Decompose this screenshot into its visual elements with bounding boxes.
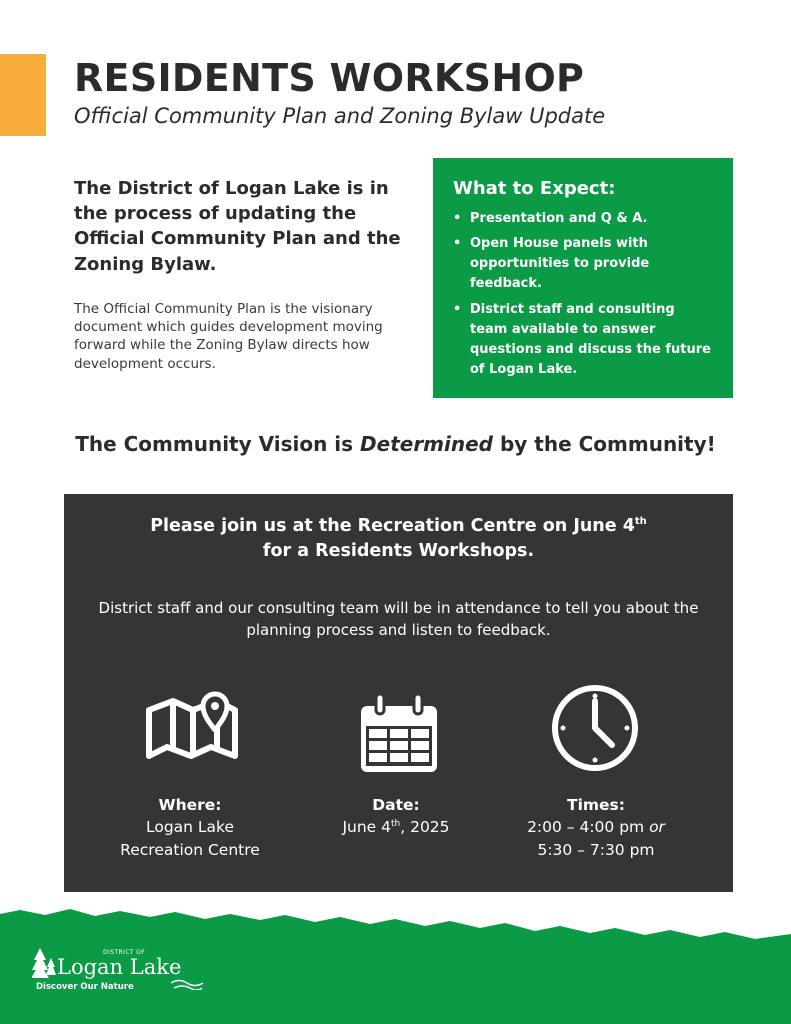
what-to-expect-list (453, 209, 715, 380)
accent-bar (0, 54, 46, 136)
logo-name: Logan Lake (57, 955, 182, 979)
what-to-expect-box (433, 158, 733, 398)
date-year: , 2025 (400, 818, 450, 837)
times-info (494, 794, 698, 861)
where-value-line-2: Recreation Centre (120, 840, 260, 859)
where-value-line-1: Logan Lake (145, 818, 235, 837)
logo-district-text: DISTRICT OF (103, 949, 146, 956)
time-slot-2: 5:30 – 7:30 pm (537, 840, 655, 859)
invitation-superscript: th (634, 516, 647, 528)
date-label: Date: (372, 796, 420, 814)
clock-icon (550, 683, 640, 773)
vision-before: The Community Vision is (75, 432, 361, 456)
times-label: Times: (567, 796, 625, 814)
expect-item: • Presentation and Q & A. (453, 209, 715, 229)
invitation-line-1: Please join us at the Recreation Centre on June 4 (150, 516, 635, 536)
expect-item: • Open House panels with opportunities to provide feedback. (453, 234, 715, 294)
what-to-expect-title: What to Expect: (453, 178, 616, 199)
vision-after: by the Community! (493, 432, 716, 456)
district-logo (32, 946, 212, 996)
invitation-line-2: for a Residents Workshops. (262, 541, 535, 562)
time-or: or (649, 818, 665, 837)
logo-tagline: Discover Our Nature (36, 982, 134, 992)
where-label: Where: (158, 796, 222, 814)
intro-body: The Official Community Plan is the visionary document which guides development moving forward while the Zoning Bylaw directs how development occurs. (74, 301, 383, 372)
intro-heading: The District of Logan Lake is in the process of updating the Official Community Plan and the Zoning Bylaw. (74, 178, 401, 275)
vision-statement (0, 432, 791, 456)
date-superscript: th (391, 819, 401, 830)
time-slot-1: 2:00 – 4:00 pm (527, 818, 650, 837)
water-wave-icon (170, 978, 204, 990)
page-title: RESIDENTS WORKSHOP (74, 56, 585, 100)
date-info (304, 794, 488, 839)
tree-icon (32, 948, 56, 980)
date-day: June 4 (342, 818, 391, 837)
invitation-details: District staff and our consulting team will be in attendance to tell you about the planning process and listen to feedback. (98, 599, 699, 639)
map-location-icon (146, 690, 238, 762)
page-subtitle: Official Community Plan and Zoning Bylaw Update (74, 104, 606, 128)
calendar-icon (358, 692, 440, 774)
event-info-panel (64, 494, 733, 892)
expect-item: • District staff and consulting team available to answer questions and discuss the future of Logan Lake. (453, 300, 715, 381)
vision-emphasis: Determined (360, 432, 493, 456)
invitation-heading (64, 514, 733, 565)
where-info (88, 794, 292, 861)
